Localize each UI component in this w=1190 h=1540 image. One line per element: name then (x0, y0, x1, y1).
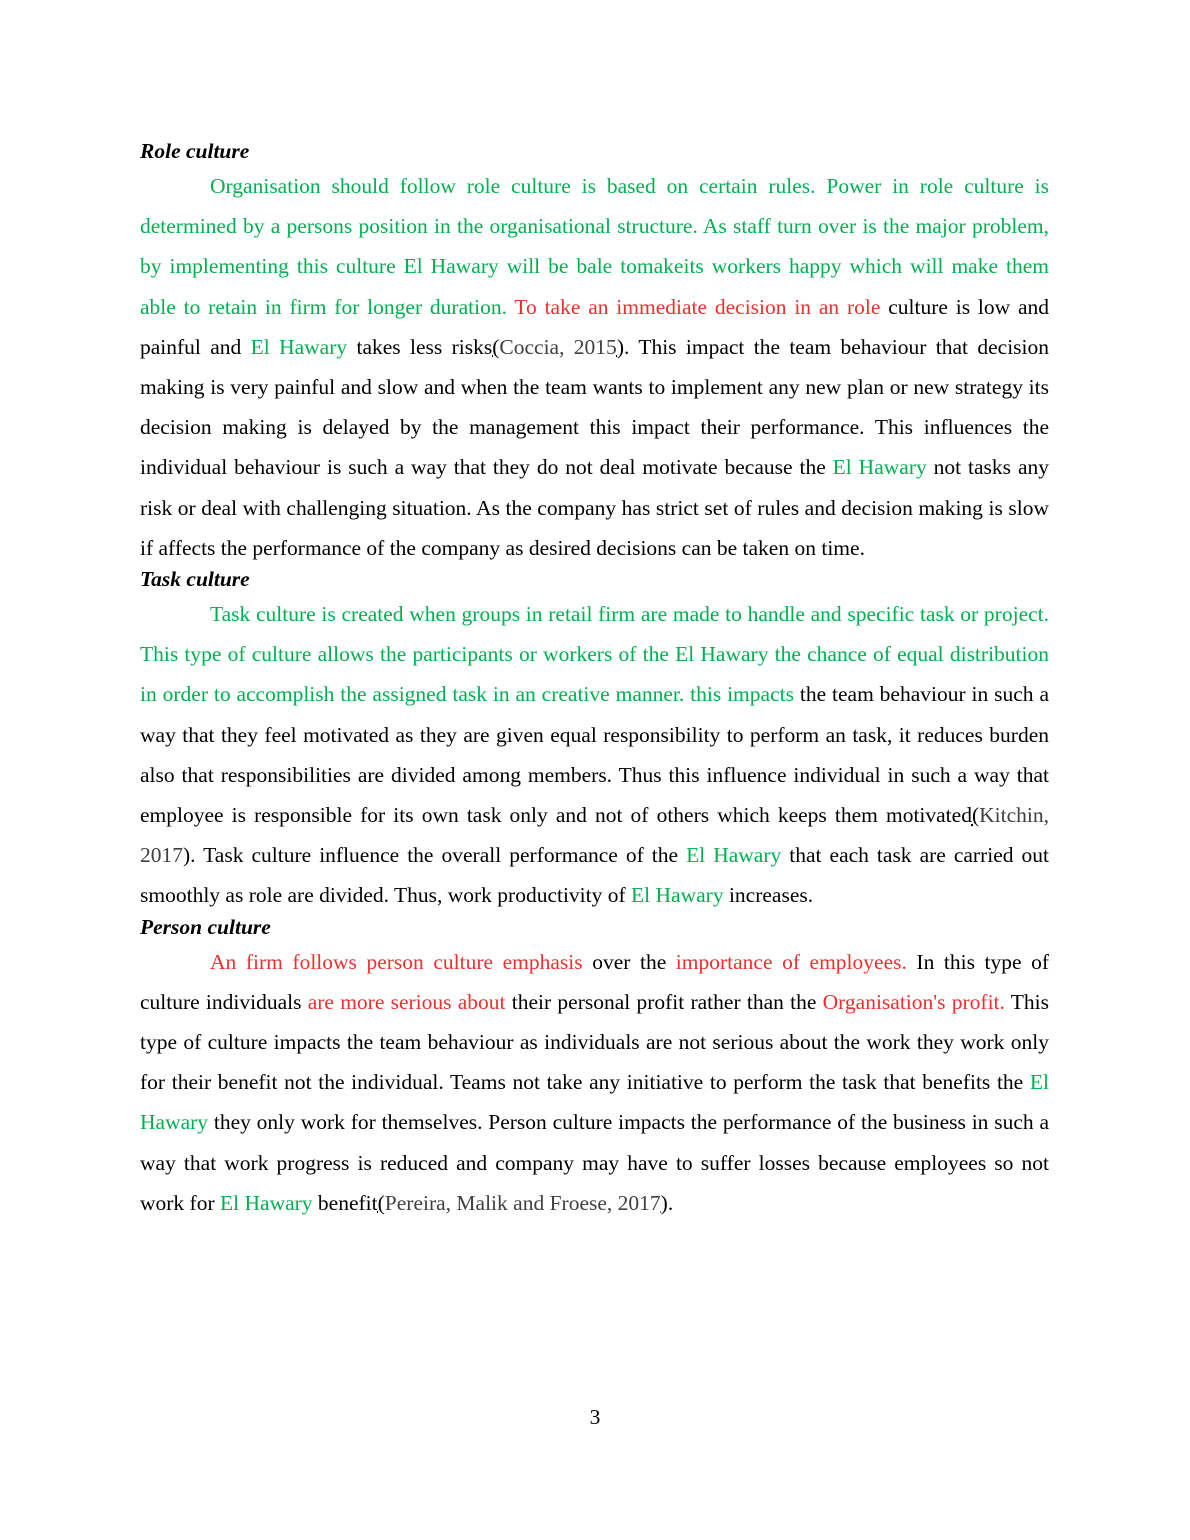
text-segment: Organisation's profit. (822, 989, 1005, 1014)
text-segment: benefit (312, 1190, 378, 1215)
citation-close-paren: ) (660, 1190, 668, 1215)
text-segment: . This impact the team behaviour that decision making is very painful and slow and when the team wants to implement any new plan or new strategy its decision making is delayed by the management this impact their performance. This influences the individual behaviour is such a way that they do not deal motivate because the (140, 334, 1050, 480)
text-segment: . (667, 1190, 674, 1215)
text-segment: El Hawary (832, 455, 927, 480)
text-segment: that each task are carried out smoothly as role are divided. Thus, work productivity of (140, 843, 1050, 908)
section-heading-role-culture: Role culture (140, 139, 250, 163)
text-segment: . Task culture influence the overall performance of the (190, 843, 687, 868)
text-segment: over the (582, 949, 676, 974)
citation: Pereira, Malik and Froese, 2017 (384, 1190, 661, 1215)
text-segment: El Hawary (250, 334, 348, 359)
section-heading-task-culture: Task culture (140, 567, 250, 592)
page-number: 3 (589, 1405, 601, 1429)
text-segment: takes less risks (347, 334, 493, 359)
citation-open-paren: ( (377, 1190, 385, 1215)
text-segment: their personal profit rather than the (505, 989, 823, 1014)
citation-close-paren: ) (616, 334, 624, 359)
text-segment: increases. (723, 883, 814, 908)
text-segment: the team behaviour in such a way that they feel motivated as they are given equal responsibility to perform an task, it reduces burden also that responsibilities are divided among members. Thus this influence individual in such a way that employee is responsible for its own task only and not of others which keeps them motivated (140, 682, 1049, 828)
text-segment: This type of culture impacts the team behaviour as individuals are not serious about the work they work only for their benefit not the individual. Teams not take any initiative to perform the task that benefits the (140, 989, 1049, 1095)
text-segment: El Hawary (686, 843, 782, 868)
citation: Kitchin, 2017 (140, 803, 1049, 868)
text-segment: An firm follows person culture emphasis (210, 949, 583, 974)
text-segment: culture is low and painful and (140, 294, 1049, 359)
section-heading-person-culture: Person culture (140, 914, 271, 939)
citation-open-paren: ( (492, 334, 500, 359)
text-segment: In this type of culture individuals (140, 949, 1050, 1014)
citation: Coccia, 2015 (499, 334, 617, 359)
text-segment: El Hawary (140, 1070, 1049, 1135)
text-segment: importance of employees. (675, 949, 907, 974)
text-segment: Organisation should follow role culture is based on certain rules. Power in role culture is determined by a persons position in the organisational structure. As staff turn over is the major problem, by implementing this culture El Hawary will be bale tomakeits workers happy which will make them able to retain in firm for longer duration. (140, 174, 1049, 319)
citation-open-paren: ( (971, 803, 980, 828)
text-segment: are more serious about (307, 989, 506, 1014)
text-segment: El Hawary (220, 1190, 313, 1215)
text-segment: not tasks any risk or deal with challenging situation. As the company has strict set of rules and decision making is slow if affects the performance of the company as desired decisions can be taken on time. (140, 455, 1049, 560)
text-segment: El Hawary (631, 883, 724, 908)
paragraph-task-culture (140, 594, 1049, 916)
document-page (140, 136, 1049, 1219)
text-segment: they only work for themselves. Person culture impacts the performance of the business in such a way that work progress is reduced and company may have to suffer losses because employees so not work for (140, 1110, 1049, 1215)
paragraph-role-culture (140, 166, 1049, 568)
paragraph-person-culture (140, 942, 1049, 1223)
text-segment: Task culture is created when groups in retail firm are made to handle and specific task or project. This type of culture allows the participants or workers of the El Hawary the chance of equal distribution in order to accomplish the assigned task in an creative manner. this impacts (140, 602, 1049, 707)
text-segment: To take an immediate decision in an role (514, 294, 881, 319)
citation-close-paren: ) (183, 843, 191, 868)
